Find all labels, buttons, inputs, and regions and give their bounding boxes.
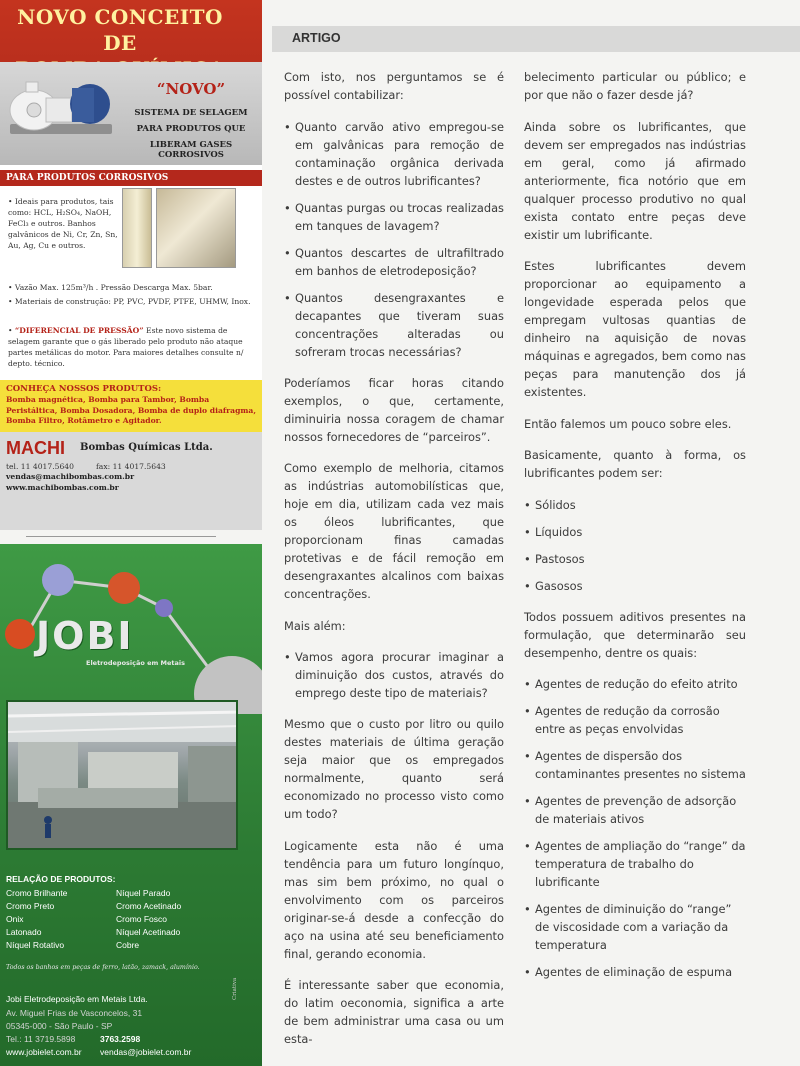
jobi-address: Av. Miguel Frias de Vasconcelos, 31: [6, 1008, 143, 1018]
jobi-product-left-0: Cromo Brilhante: [6, 888, 68, 898]
jobi-tagline: Eletrodeposição em Metais: [86, 659, 186, 667]
machi-bullet-vazao-text: Vazão Max. 125m³/h . Pressão Descarga Max. 5bar.: [14, 283, 213, 292]
machi-bullet-materiais: • Materiais de construção: PP, PVC, PVDF, PTFE, UHMW, Inox.: [8, 297, 251, 306]
machi-brand: MACHI: [6, 438, 65, 458]
machi-section-bar: PARA PRODUTOS CORROSIVOS: [0, 170, 262, 186]
rotameter-image: [122, 188, 152, 268]
paragraph: Basicamente, quanto à forma, os lubrificantes podem ser:: [524, 448, 746, 480]
machi-contact-box: [0, 432, 262, 530]
jobi-product-right-0: Níquel Parado: [116, 888, 171, 898]
paragraph: Ainda sobre os lubrificantes, que devem ser empregados nas indústrias em geral, como já afirmado anteriormente, fica notório que em qualquer processo produtivo no qual exista contato entre peças deve existir um lubrificante.: [524, 119, 746, 242]
agents-list: [524, 675, 746, 981]
jobi-product-right-4: Cobre: [116, 940, 140, 950]
machi-bullet-diferencial: • “DIFERENCIAL DE PRESSÃO” Este novo sistema de selagem garante que o gás liberado pelo produto não ataque partes metálicas do motor. Para maiores detalhes consulte n/ depto. técnico.: [8, 326, 244, 368]
machi-novo-label: “NOVO”: [156, 80, 226, 98]
jobi-company-name: Jobi Eletrodeposição em Metais Ltda.: [6, 994, 148, 1004]
factory-photo: [6, 700, 238, 850]
list-item: • Vamos agora procurar imaginar a diminuição dos custos, através do emprego deste tipo de materiais?: [284, 648, 504, 702]
paragraph: Poderíamos ficar horas citando exemplos, o que, certamente, diminuiria nossa coragem de chamar nossos fornecedores de “parceiros”.: [284, 375, 504, 444]
machi-fax: fax: 11 4017.5643: [96, 462, 166, 471]
jobi-product-right-3: Níquel Acetinado: [116, 927, 181, 937]
ad-credit: Criativa: [232, 977, 238, 1000]
machi-bullet-ideais-text: Ideais para produtos, tais como: HCL, H₂SO₄, NaOH, FeCl₃ e outros. Banhos galvânicos de Ni, Cr, Zn, Sn, Au, Ag, Cu e outros.: [8, 197, 118, 250]
list-item: • Agentes de dispersão dos contaminantes presentes no sistema: [524, 747, 746, 783]
list-item: • Sólidos: [524, 496, 746, 514]
article-header: [262, 0, 800, 56]
pump-parts-image: [156, 188, 236, 268]
paragraph: Então falemos um pouco sobre eles.: [524, 416, 732, 431]
article-column-1: [284, 68, 504, 1062]
list-item: • Agentes de redução da corrosão entre as peças envolvidas: [524, 702, 746, 738]
questions-list-2: [284, 648, 504, 702]
list-item: • Líquidos: [524, 523, 746, 541]
machi-products-heading: CONHEÇA NOSSOS PRODUTOS:: [6, 384, 162, 394]
jobi-product-left-1: Cromo Preto: [6, 901, 55, 911]
list-item: • Agentes de prevenção de adsorção de materiais ativos: [524, 792, 746, 828]
jobi-product-right-2: Cromo Fosco: [116, 914, 168, 924]
article-column-2: [524, 68, 746, 990]
questions-list: [284, 118, 504, 361]
list-item: • Quantas purgas ou trocas realizadas em tanques de lavagem?: [284, 199, 504, 235]
machi-products-list: Bomba magnética, Bomba para Tambor, Bomba Peristáltica, Bomba Dosadora, Bomba de duplo diafragma, Bomba Filtro, Rotâmetro e Agitador.: [6, 395, 256, 425]
paragraph: Mais além:: [284, 618, 346, 633]
list-item: • Gasosos: [524, 577, 746, 595]
machi-header: [0, 0, 262, 165]
paragraph: belecimento particular ou público; e por que não o fazer desde já?: [524, 70, 746, 102]
list-item: • Agentes de eliminação de espuma: [524, 963, 746, 981]
machi-bullet-materiais-text: Materiais de construção: PP, PVC, PVDF, PTFE, UHMW, Inox.: [14, 297, 251, 306]
factory-photo-drawing: [8, 702, 238, 850]
machi-advertisement: [0, 0, 262, 530]
machi-brand-rest: Bombas Químicas Ltda.: [80, 442, 213, 453]
list-item: • Quantos desengraxantes e decapantes que tiveram suas concentrações alteradas ou sofreram trocas necessárias?: [284, 289, 504, 361]
machi-website-link[interactable]: www.machibombas.com.br: [6, 483, 119, 492]
machi-products-box: [0, 380, 262, 432]
machi-banner: [0, 62, 262, 165]
jobi-website-link[interactable]: www.jobielet.com.br: [6, 1047, 82, 1057]
paragraph: Mesmo que o custo por litro ou quilo destes materiais de última geração seja maior que os empregados normalmente, quanto será economizado no processo visto como um todo?: [284, 717, 504, 821]
machi-diferencial-text: Este novo sistema de selagem garante que o gás liberado pelo produto não ataque partes metálicas do motor. Para maiores detalhes consulte n/ depto. técnico.: [8, 326, 244, 368]
machi-bullet-ideais: • Ideais para produtos, tais como: HCL, H₂SO₄, NaOH, FeCl₃ e outros. Banhos galvânicos de Ni, Cr, Zn, Sn, Au, Ag, Cu e outros.: [8, 197, 118, 250]
list-item: • Quantos descartes de ultrafiltrado em banhos de eletrodeposição?: [284, 244, 504, 280]
jobi-products-heading: RELAÇÃO DE PRODUTOS:: [6, 874, 116, 884]
paragraph: Estes lubrificantes devem proporcionar ao equipamento a longevidade esperada pelos que empregam vultosas quantias de dinheiro na aquisição de novas máquinas e agregados, bem como nas peças para manutenção dos já existentes.: [524, 259, 746, 399]
machi-banner-line2: PARA PRODUTOS QUE: [136, 124, 246, 134]
jobi-phone-2: 3763.2598: [100, 1034, 141, 1044]
jobi-phone: Tel.: 11 3719.5898: [6, 1034, 76, 1044]
paragraph: Como exemplo de melhoria, citamos as indústrias automobilísticas que, hoje em dia, utilizam cada vez mais os óleos lubrificantes, que proporcionam finas camadas protetivas e de fácil remoção em desengraxantes alcalinos com baixas concentrações.: [284, 461, 504, 601]
header-band: [272, 26, 800, 52]
paragraph: Com isto, nos perguntamos se é possível contabilizar:: [284, 70, 504, 102]
machi-phone: tel. 11 4017.5640: [6, 462, 74, 471]
list-item: • Agentes de diminuição do “range” de viscosidade com a variação da temperatura: [524, 900, 746, 954]
forms-list: [524, 496, 746, 595]
section-label: ARTIGO: [292, 31, 341, 45]
machi-title-line1: NOVO CONCEITO DE: [17, 5, 223, 55]
paragraph: É interessante saber que economia, do latim oeconomia, significa a arte de bem administrar uma casa ou um esta-: [284, 978, 504, 1046]
paragraph: Logicamente esta não é uma tendência para um futuro longínquo, mas sim bem próximo, no qual o envolvimento com os parceiros originar-se-á desde a confecção do aço na usina até seu beneficiamento final, gerando economia.: [284, 838, 504, 961]
list-item: • Quanto carvão ativo empregou-se em galvânicas para remoção de contaminação orgânica derivada destes e de outros lubrificantes?: [284, 118, 504, 190]
list-item: • Agentes de redução do efeito atrito: [524, 675, 746, 693]
jobi-product-left-3: Latonado: [6, 927, 42, 937]
jobi-products-note: Todos os banhos em peças de ferro, latão, zamack, alumínio.: [6, 964, 200, 971]
jobi-product-left-4: Níquel Rotativo: [6, 940, 65, 950]
machi-diferencial-label: “DIFERENCIAL DE PRESSÃO”: [14, 326, 144, 335]
machi-banner-line1: SISTEMA DE SELAGEM: [134, 108, 248, 118]
machi-banner-line3: LIBERAM GASES CORROSIVOS: [149, 140, 233, 160]
list-item: • Agentes de ampliação do “range” da temperatura de trabalho do lubrificante: [524, 837, 746, 891]
paragraph: Todos possuem aditivos presentes na formulação, que determinarão seu desempenho, dentre os quais:: [524, 609, 746, 660]
list-item: • Pastosos: [524, 550, 746, 568]
machi-email-link[interactable]: vendas@machibombas.com.br: [6, 472, 135, 481]
jobi-email-link[interactable]: vendas@jobielet.com.br: [100, 1047, 192, 1057]
ad-divider: [26, 536, 216, 537]
chemical-pump-image: [6, 72, 116, 152]
machi-bullet-vazao: • Vazão Max. 125m³/h . Pressão Descarga Max. 5bar.: [8, 283, 213, 292]
jobi-product-right-1: Cromo Acetinado: [116, 901, 182, 911]
jobi-logo: JOBI: [36, 614, 134, 658]
jobi-advertisement: [0, 544, 262, 1066]
jobi-cep: 05345-000 - São Paulo - SP: [6, 1021, 113, 1031]
jobi-product-left-2: Onix: [6, 914, 24, 924]
